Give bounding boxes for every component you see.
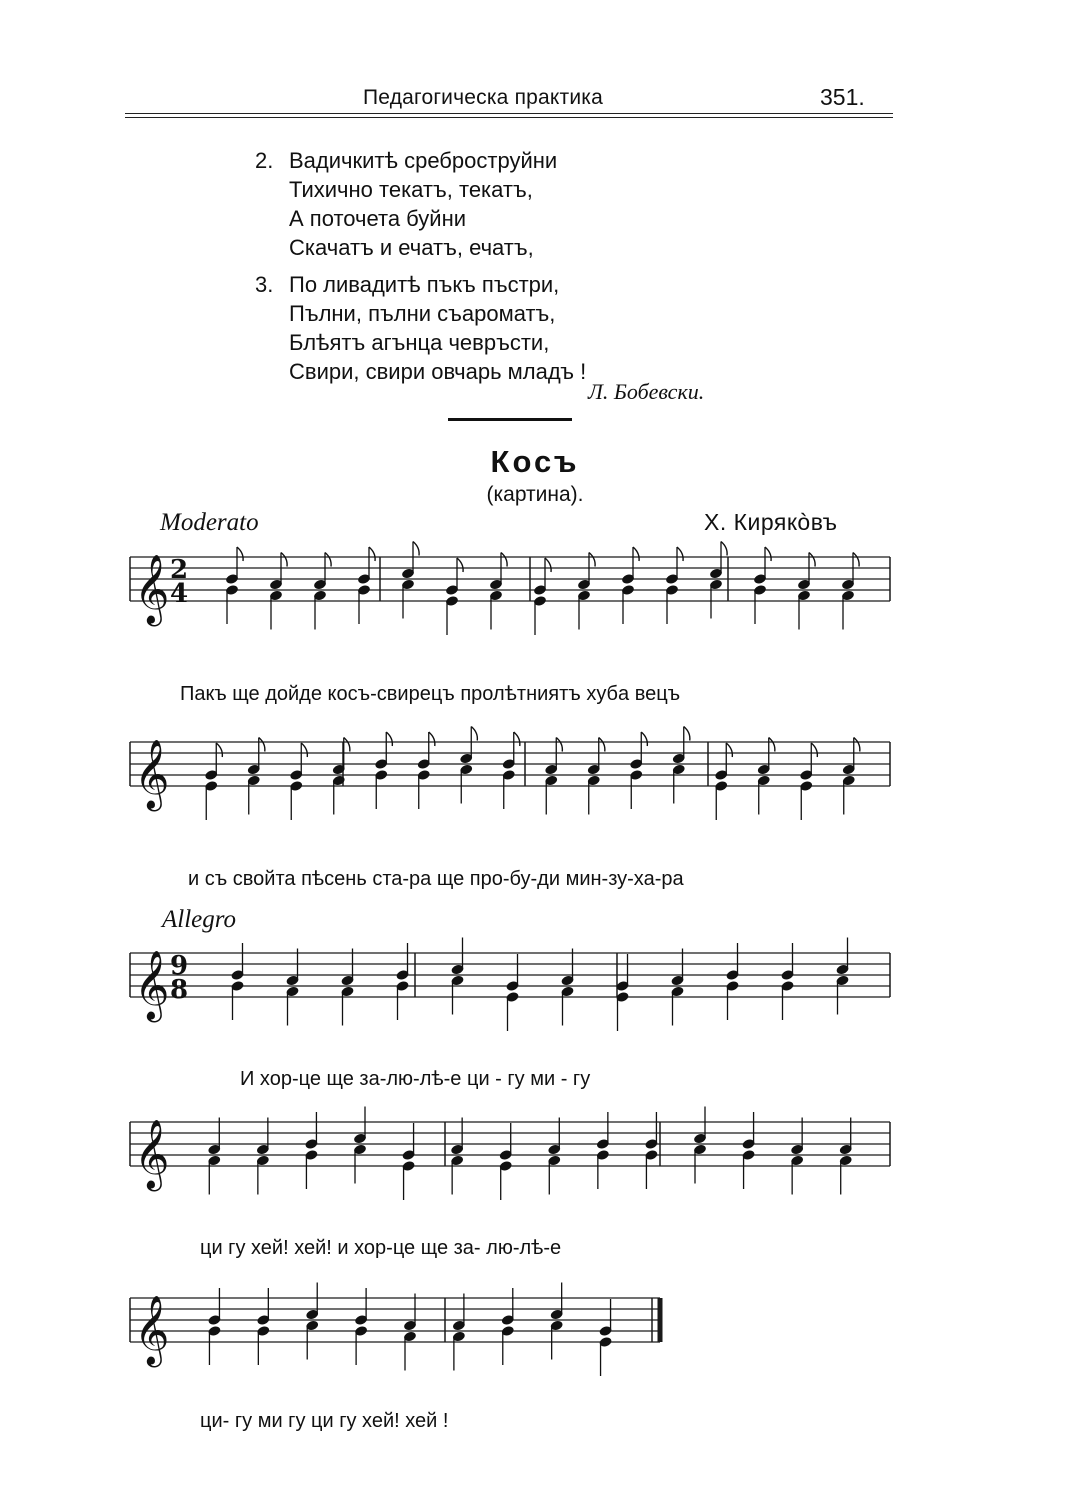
page-number: 351.: [820, 84, 865, 110]
note-flag: [556, 738, 562, 752]
note-flag: [457, 558, 463, 572]
poem-line: Свири, свири овчарь младъ !: [289, 359, 587, 384]
note-flag: [633, 547, 639, 561]
poem-line: А поточета буйни: [289, 206, 467, 231]
note-flag: [765, 547, 771, 561]
treble-clef-icon: 𝄞: [134, 950, 170, 1020]
poem-line: 3. По ливадитѣ пъкъ пъстри,: [255, 272, 560, 297]
note-flag: [259, 738, 265, 752]
note-flag: [545, 558, 551, 572]
lyrics-line: ци гу хей! хей! и хор-це ще за- лю-лѣ-е: [200, 1237, 562, 1259]
note-flag: [325, 553, 331, 567]
time-signature-top: 2: [170, 555, 189, 585]
poem-line: Пълни, пълни съароматъ,: [289, 301, 556, 326]
composer: Х. Кирякòвъ: [704, 509, 838, 535]
poem-line: Тихично текатъ, текатъ,: [289, 177, 533, 202]
note-flag: [413, 542, 419, 556]
time-signature-bottom: 4: [170, 579, 189, 609]
note-flag: [769, 738, 775, 752]
poem-line: Скачатъ и ечатъ, ечатъ,: [289, 235, 534, 260]
note-flag: [301, 743, 307, 757]
poem-line: 2. Вадичкитѣ среброструйни: [255, 148, 558, 173]
treble-clef-icon: 𝄞: [134, 1295, 170, 1365]
poem-author: Л. Бобевски.: [588, 379, 705, 404]
running-title: Педагогическа практика: [363, 86, 604, 109]
lyrics-line: ци- гу ми гу ци гу хей! хей !: [200, 1410, 449, 1432]
note-flag: [721, 542, 727, 556]
note-flag: [281, 553, 287, 567]
note-flag: [809, 553, 815, 567]
treble-clef-icon: 𝄞: [134, 739, 170, 809]
song-title: Косъ: [490, 444, 580, 479]
note-flag: [471, 727, 477, 741]
note-flag: [216, 743, 222, 757]
note-flag: [386, 732, 392, 746]
note-flag: [237, 547, 243, 561]
note-flag: [726, 743, 732, 757]
note-flag: [599, 738, 605, 752]
note-flag: [514, 732, 520, 746]
stanza-number: 2.: [255, 148, 274, 173]
note-flag: [429, 732, 435, 746]
note-flag: [811, 743, 817, 757]
treble-clef-icon: 𝄞: [134, 554, 170, 624]
time-signature-top: 9: [170, 951, 189, 981]
note-flag: [854, 738, 860, 752]
note-flag: [501, 553, 507, 567]
note-flag: [853, 553, 859, 567]
note-flag: [344, 738, 350, 752]
time-signature-bottom: 8: [170, 975, 189, 1005]
note-flag: [641, 732, 647, 746]
note-flag: [589, 553, 595, 567]
note-flag: [684, 727, 690, 741]
note-flag: [677, 547, 683, 561]
tempo-moderato: Moderato: [160, 509, 259, 536]
treble-clef-icon: 𝄞: [134, 1119, 170, 1189]
lyrics-line: и съ свойта пѣсень ста-ра ще про-бу-ди мин-зу-ха-ра: [188, 868, 684, 890]
lyrics-line: Пакъ ще дойде косъ-свирецъ пролѣтниятъ хубa вецъ: [180, 683, 681, 705]
note-flag: [369, 547, 375, 561]
tempo-allegro: Allegro: [162, 906, 237, 933]
poem-line: Блѣятъ агънца чевръсти,: [289, 330, 550, 355]
song-subtitle: (картина).: [486, 483, 584, 506]
stanza-number: 3.: [255, 272, 274, 297]
lyrics-line: И хор-це ще за-лю-лѣ-е ци - гу ми - гу: [240, 1068, 591, 1090]
